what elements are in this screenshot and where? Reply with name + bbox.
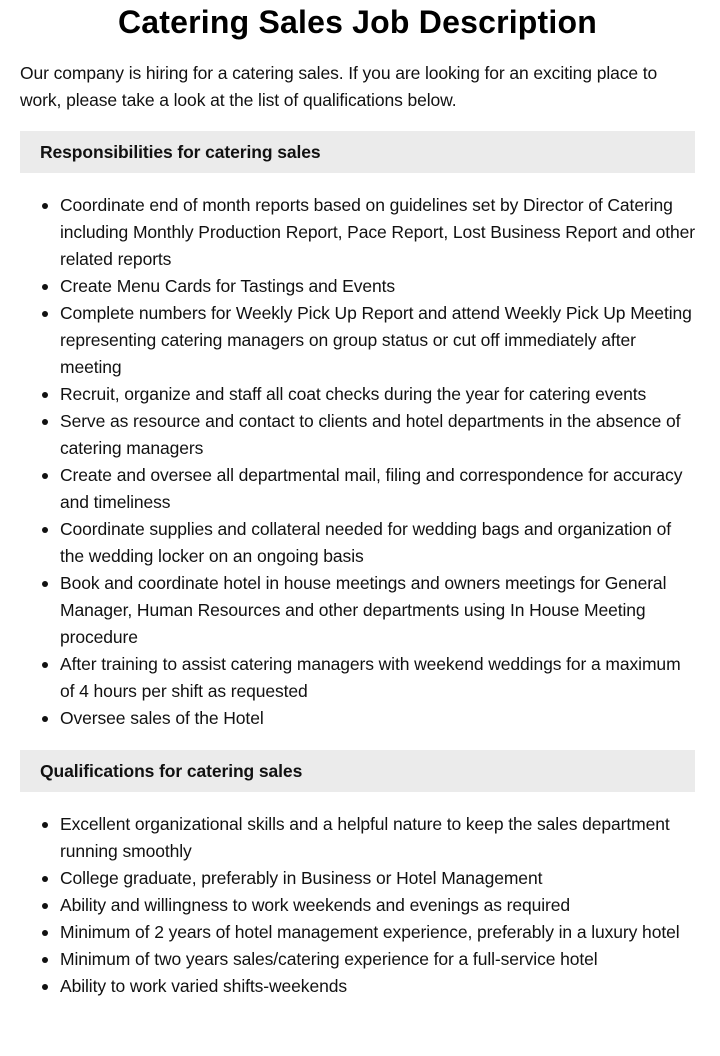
bullet-icon: [42, 203, 48, 209]
list-item-text: Ability to work varied shifts-weekends: [60, 976, 348, 996]
responsibilities-list: [20, 192, 695, 732]
list-item-text: Minimum of two years sales/catering experience for a full-service hotel: [60, 949, 598, 969]
list-item: [60, 516, 695, 570]
bullet-icon: [42, 311, 48, 317]
bullet-icon: [42, 392, 48, 398]
list-item: [60, 192, 695, 273]
bullet-icon: [42, 876, 48, 882]
list-item: [60, 865, 695, 892]
responsibilities-header: [20, 131, 695, 173]
bullet-icon: [42, 662, 48, 668]
bullet-icon: [42, 716, 48, 722]
bullet-icon: [42, 581, 48, 587]
list-item: [60, 811, 695, 865]
bullet-icon: [42, 419, 48, 425]
qualifications-heading: Qualifications for catering sales: [40, 760, 303, 781]
list-item-text: Ability and willingness to work weekends and evenings as required: [60, 895, 571, 915]
list-item-text: Create and oversee all departmental mail, filing and correspondence for accuracy and timeliness: [60, 465, 683, 512]
list-item-text: Oversee sales of the Hotel: [60, 708, 264, 728]
list-item-text: Recruit, organize and staff all coat checks during the year for catering events: [60, 384, 647, 404]
list-item: [60, 946, 695, 973]
bullet-icon: [42, 284, 48, 290]
qualifications-header: [20, 750, 695, 792]
list-item: [60, 300, 695, 381]
bullet-icon: [42, 527, 48, 533]
list-item-text: After training to assist catering managers with weekend weddings for a maximum of 4 hours per shift as requested: [60, 654, 681, 701]
bullet-icon: [42, 822, 48, 828]
bullet-icon: [42, 984, 48, 990]
list-item: [60, 892, 695, 919]
bullet-icon: [42, 957, 48, 963]
list-item-text: Coordinate end of month reports based on guidelines set by Director of Catering including Monthly Production Report, Pace Report, Lost Business Report and other related reports: [60, 195, 695, 269]
list-item: [60, 651, 695, 705]
qualifications-section: [20, 750, 695, 1000]
bullet-icon: [42, 930, 48, 936]
page-title: Catering Sales Job Description: [117, 4, 597, 40]
list-item: [60, 462, 695, 516]
list-item-text: Coordinate supplies and collateral needed for wedding bags and organization of the wedding locker on an ongoing basis: [60, 519, 671, 566]
list-item-text: Serve as resource and contact to clients and hotel departments in the absence of catering managers: [60, 411, 681, 458]
list-item: [60, 408, 695, 462]
bullet-icon: [42, 903, 48, 909]
list-item: [60, 973, 695, 1000]
list-item-text: Excellent organizational skills and a helpful nature to keep the sales department running smoothly: [60, 814, 670, 861]
list-item: [60, 273, 695, 300]
responsibilities-section: [20, 131, 695, 732]
list-item-text: Minimum of 2 years of hotel management experience, preferably in a luxury hotel: [60, 922, 680, 942]
list-item: [60, 381, 695, 408]
intro-paragraph: Our company is hiring for a catering sales. If you are looking for an exciting place to work, please take a look at the list of qualifications below.: [20, 63, 658, 110]
list-item: [60, 705, 695, 732]
qualifications-list: [20, 811, 695, 1000]
bullet-icon: [42, 473, 48, 479]
list-item-text: Create Menu Cards for Tastings and Events: [60, 276, 396, 296]
responsibilities-heading: Responsibilities for catering sales: [40, 141, 321, 162]
list-item-text: Book and coordinate hotel in house meetings and owners meetings for General Manager, Human Resources and other departments using In House Meeting procedure: [60, 573, 667, 647]
list-item-text: College graduate, preferably in Business or Hotel Management: [60, 868, 543, 888]
list-item: [60, 919, 695, 946]
list-item-text: Complete numbers for Weekly Pick Up Report and attend Weekly Pick Up Meeting representing catering managers on group status or cut off immediately after meeting: [60, 303, 692, 377]
list-item: [60, 570, 695, 651]
